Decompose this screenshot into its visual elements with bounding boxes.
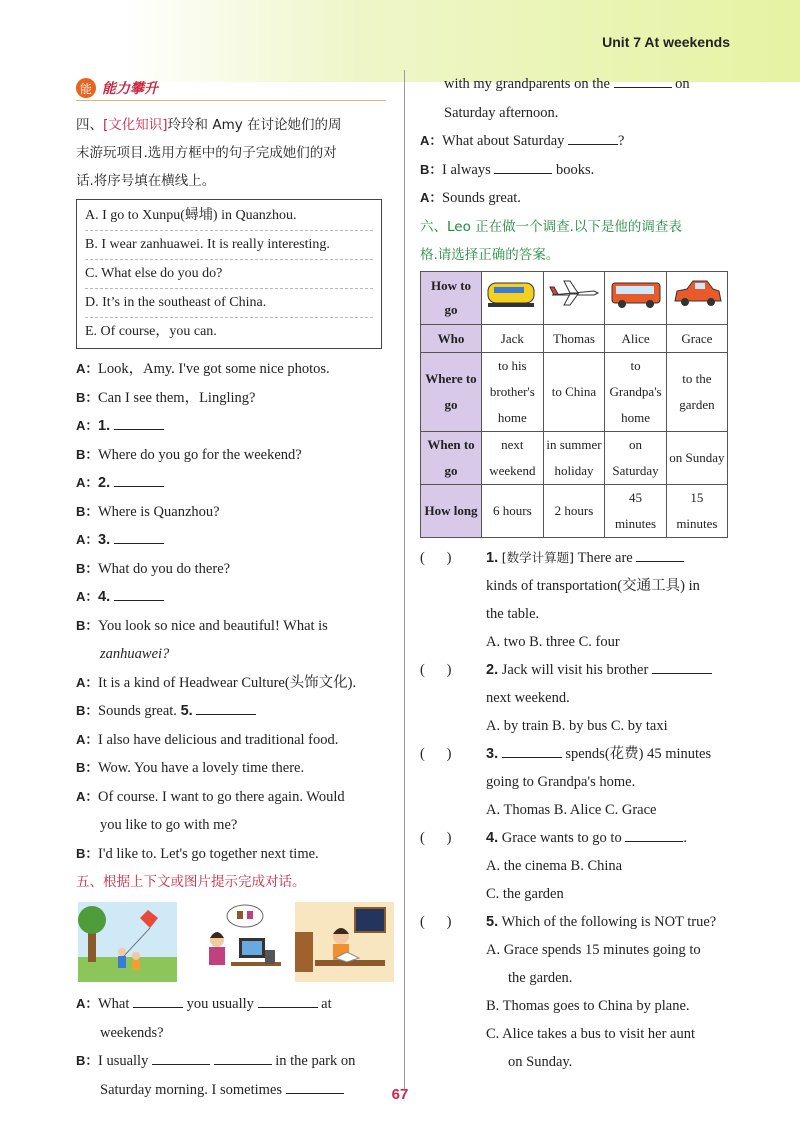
answer-blank[interactable]: [114, 529, 164, 544]
blank-number: 4.: [98, 589, 111, 605]
line-text: spends(花费) 45 minutes: [565, 745, 712, 762]
question-options: the garden.: [508, 969, 573, 986]
speaker: A：: [76, 996, 99, 1011]
speaker: B：: [76, 560, 99, 576]
dialogue-line: [76, 783, 394, 812]
part6-instruction: [420, 213, 736, 269]
question-options: A. by train B. by bus C. by taxi: [486, 717, 668, 734]
line-text: Wow. You have a lovely time there.: [98, 760, 305, 776]
speaker: A：: [76, 674, 99, 690]
answer-paren[interactable]: ( ): [420, 745, 452, 762]
taxi-icon: [666, 271, 727, 324]
answer-blank[interactable]: [502, 743, 562, 758]
option-e: E. Of course，you can.: [85, 324, 217, 339]
answer-blank[interactable]: [568, 130, 618, 145]
answer-blank[interactable]: [652, 659, 712, 674]
question-text: [486, 656, 736, 684]
dialogue: [76, 355, 394, 868]
answer-blank[interactable]: [636, 547, 684, 562]
dialogue-line: [76, 469, 394, 498]
line-text: Saturday afternoon.: [444, 104, 559, 121]
dialogue-line: [76, 441, 394, 470]
line-text: Grace wants to go to: [501, 829, 622, 846]
answer-blank[interactable]: [196, 700, 256, 715]
question-options: C. Alice takes a bus to visit her aunt: [486, 1025, 696, 1042]
question-options: on Sunday.: [508, 1053, 573, 1070]
line-text: ?: [618, 133, 625, 149]
blank-number: 5.: [180, 703, 193, 719]
row-header: Who: [421, 324, 482, 352]
line-text: Where do you go for the weekend?: [98, 446, 302, 463]
question-tag: [数学计算题]: [501, 549, 574, 565]
question-text: [486, 824, 736, 852]
part5-line-8: [420, 156, 736, 185]
speaker: B：: [76, 845, 99, 861]
question-options: C. the garden: [486, 885, 564, 902]
question-text: the table.: [486, 605, 540, 622]
line-text: Can I see them，Lingling?: [98, 389, 256, 406]
part5-instruction: 五、根据上下文或图片提示完成对话。: [76, 874, 306, 890]
question-options: A. two B. three C. four: [486, 633, 620, 650]
answer-blank[interactable]: [152, 1050, 210, 1065]
table-cell: Thomas: [543, 324, 605, 352]
part5-line-7: [420, 127, 736, 156]
speaker: A：: [420, 133, 443, 148]
part5-line-5: [420, 70, 736, 99]
row-header: When to go: [421, 431, 482, 484]
reading-picture: [295, 902, 394, 982]
dialogue-line: [76, 355, 394, 384]
dialogue-line: [76, 526, 394, 555]
part5-line-6: [420, 99, 736, 128]
dialogue-line: [76, 697, 394, 726]
speaker: B：: [76, 446, 99, 462]
answer-blank[interactable]: [114, 586, 164, 601]
table-row: [421, 352, 728, 431]
line-text: What about Saturday: [442, 133, 565, 149]
option-d: D. It’s in the southeast of China.: [85, 289, 373, 318]
line-text: Jack will visit his brother: [501, 661, 649, 678]
question-1: [420, 544, 736, 572]
option-c: C. What else do you do?: [85, 260, 373, 289]
part4-instruction-2: 末游玩项目.选用方框中的句子完成她们的对: [76, 145, 337, 161]
right-column: [420, 70, 736, 1076]
question-options: A. Thomas B. Alice C. Grace: [486, 801, 657, 818]
table-cell: Grace: [666, 324, 727, 352]
dialogue-line: [76, 412, 394, 441]
answer-blank[interactable]: [614, 73, 672, 88]
line-text: You look so nice and beautiful! What is: [98, 617, 328, 634]
speaker: B：: [76, 503, 99, 519]
blank-number: 1.: [98, 418, 111, 434]
left-column: [76, 76, 394, 1104]
line-text: I also have delicious and traditional food.: [98, 731, 339, 748]
speaker: B：: [76, 1053, 99, 1068]
table-cell: 45 minutes: [605, 484, 667, 537]
question-text: [486, 908, 736, 936]
table-cell: Alice: [605, 324, 667, 352]
question-number: 5.: [486, 913, 499, 930]
question-4: [420, 824, 736, 852]
picture-row: [78, 902, 394, 982]
line-text: on: [675, 76, 690, 92]
part6-instruction-2: 格.请选择正确的答案。: [420, 246, 560, 263]
table-row: [421, 324, 728, 352]
speaker: B：: [420, 161, 443, 177]
table-cell: to China: [543, 352, 605, 431]
line-text: books.: [555, 161, 595, 178]
line-text: weekends?: [100, 1024, 164, 1041]
speaker: B：: [76, 617, 99, 633]
question-5: [420, 908, 736, 936]
blank-number: 2.: [98, 475, 111, 491]
dialogue-line: [76, 840, 394, 869]
answer-paren[interactable]: ( ): [420, 549, 452, 566]
line-text: with my grandparents on the: [444, 76, 610, 92]
line-text: .: [683, 829, 687, 846]
banner-icon: 能: [76, 78, 96, 98]
question-text: kinds of transportation(交通工具) in: [486, 577, 700, 594]
answer-blank[interactable]: [494, 159, 552, 174]
part5-line-1: [76, 990, 394, 1019]
blank-number: 3.: [98, 532, 111, 548]
dialogue-line: [76, 811, 394, 840]
line-text: Where is Quanzhou?: [98, 503, 220, 520]
dialogue-line: [76, 583, 394, 612]
speaker: A：: [76, 788, 99, 804]
column-divider: [404, 70, 405, 1090]
answer-paren[interactable]: ( ): [420, 913, 452, 930]
answer-blank[interactable]: [258, 993, 318, 1008]
dialogue-line: [76, 754, 394, 783]
question-text: going to Grandpa's home.: [486, 773, 636, 790]
line-text: in the park on: [275, 1053, 356, 1069]
line-text: I'd like to. Let's go together next time.: [98, 845, 319, 862]
table-cell: on Sunday: [666, 431, 727, 484]
table-row: [421, 271, 728, 324]
option-b: B. I wear zanhuawei. It is really interesting.: [85, 231, 373, 260]
question-2: [420, 656, 736, 684]
question-options: A. Grace spends 15 minutes going to: [486, 941, 701, 958]
line-text: What: [98, 996, 130, 1012]
question-options: A. the cinema B. China: [486, 857, 623, 874]
line-text: Sounds great.: [98, 703, 177, 719]
dialogue-line: [76, 498, 394, 527]
part4-tag: [文化知识]: [103, 117, 168, 133]
table-cell: to the garden: [666, 352, 727, 431]
kite-flying-picture: [78, 902, 177, 982]
speaker: A：: [76, 475, 99, 490]
row-header: Where to go: [421, 352, 482, 431]
speaker: A：: [76, 418, 99, 433]
table-row: [421, 484, 728, 537]
line-text: I always: [442, 161, 491, 178]
table-cell: 2 hours: [543, 484, 605, 537]
speaker: A：: [76, 361, 99, 376]
table-cell: Jack: [482, 324, 544, 352]
dialogue-line: [76, 612, 394, 641]
option-a: A. I go to Xunpu(蟳埔) in Quanzhou.: [85, 202, 373, 231]
survey-table: [420, 271, 728, 538]
question-number: 1.: [486, 549, 499, 566]
speaker: A：: [76, 532, 99, 547]
page-number: 67: [391, 1086, 409, 1103]
table-cell: 6 hours: [482, 484, 544, 537]
part4-instruction-1: 玲玲和 Amy 在讨论她们的周: [167, 117, 342, 133]
line-text: I usually: [98, 1053, 149, 1069]
answer-paren[interactable]: ( ): [420, 661, 452, 678]
bus-icon: [605, 271, 667, 324]
line-text: It is a kind of Headwear Culture(头饰文化).: [98, 674, 357, 691]
dialogue-line: [76, 640, 394, 669]
dialogue-line: [76, 555, 394, 584]
answer-blank[interactable]: [625, 827, 683, 842]
line-text: Look，Amy. I've got some nice photos.: [98, 361, 330, 377]
question-3: [420, 740, 736, 768]
speaker: A：: [420, 190, 443, 205]
line-text: Saturday morning. I sometimes: [100, 1081, 283, 1098]
table-cell: on Saturday: [605, 431, 667, 484]
part4-number: 四、: [76, 117, 103, 133]
answer-blank[interactable]: [114, 472, 164, 487]
part5-line-2: [76, 1019, 394, 1048]
question-number: 4.: [486, 829, 499, 846]
table-cell: in summer holiday: [543, 431, 605, 484]
line-text: you usually: [186, 996, 254, 1012]
dialogue-line: [76, 384, 394, 413]
table-cell: 15 minutes: [666, 484, 727, 537]
speaker: A：: [76, 731, 99, 747]
line-text: There are: [577, 549, 633, 566]
unit-title: Unit 7 At weekends: [602, 34, 730, 50]
speaker: A：: [76, 589, 99, 604]
options-box: [76, 199, 382, 349]
speaker: B：: [76, 703, 99, 718]
line-text: What do you do there?: [98, 560, 231, 577]
answer-paren[interactable]: ( ): [420, 829, 452, 846]
question-text: [486, 740, 736, 768]
dialogue-line: [76, 726, 394, 755]
line-text: at: [321, 996, 332, 1012]
question-text: [486, 544, 736, 572]
answer-blank[interactable]: [114, 415, 164, 430]
part4-instruction-3: 话.将序号填在横线上。: [76, 173, 216, 189]
dialogue-line: [76, 669, 394, 698]
row-header: How long: [421, 484, 482, 537]
line-text: Sounds great.: [442, 190, 521, 206]
part5-line-3: [76, 1047, 394, 1076]
line-text: zanhuawei?: [100, 646, 170, 662]
table-cell: to his brother's home: [482, 352, 544, 431]
speaker: B：: [76, 760, 99, 775]
computer-picture: [187, 902, 286, 982]
question-text: next weekend.: [486, 689, 570, 706]
row-header: How to go: [421, 271, 482, 324]
section-banner: [76, 76, 386, 101]
banner-label: 能力攀升: [102, 81, 158, 97]
answer-blank[interactable]: [133, 993, 183, 1008]
plane-icon: [543, 271, 605, 324]
question-options: B. Thomas goes to China by plane.: [486, 997, 690, 1014]
speaker: B：: [76, 389, 99, 405]
answer-blank[interactable]: [214, 1050, 272, 1065]
part5-line-9: [420, 184, 736, 213]
table-row: [421, 431, 728, 484]
line-text: Which of the following is NOT true?: [501, 913, 717, 930]
part6-instruction-1: 六、Leo 正在做一个调查.以下是他的调查表: [420, 218, 682, 235]
table-cell: next weekend: [482, 431, 544, 484]
question-number: 3.: [486, 745, 499, 762]
line-text: Of course. I want to go there again. Would: [98, 788, 345, 805]
line-text: you like to go with me?: [100, 817, 238, 833]
table-cell: to Grandpa's home: [605, 352, 667, 431]
train-icon: [482, 271, 544, 324]
question-number: 2.: [486, 661, 499, 678]
part4-instruction: [76, 111, 394, 195]
